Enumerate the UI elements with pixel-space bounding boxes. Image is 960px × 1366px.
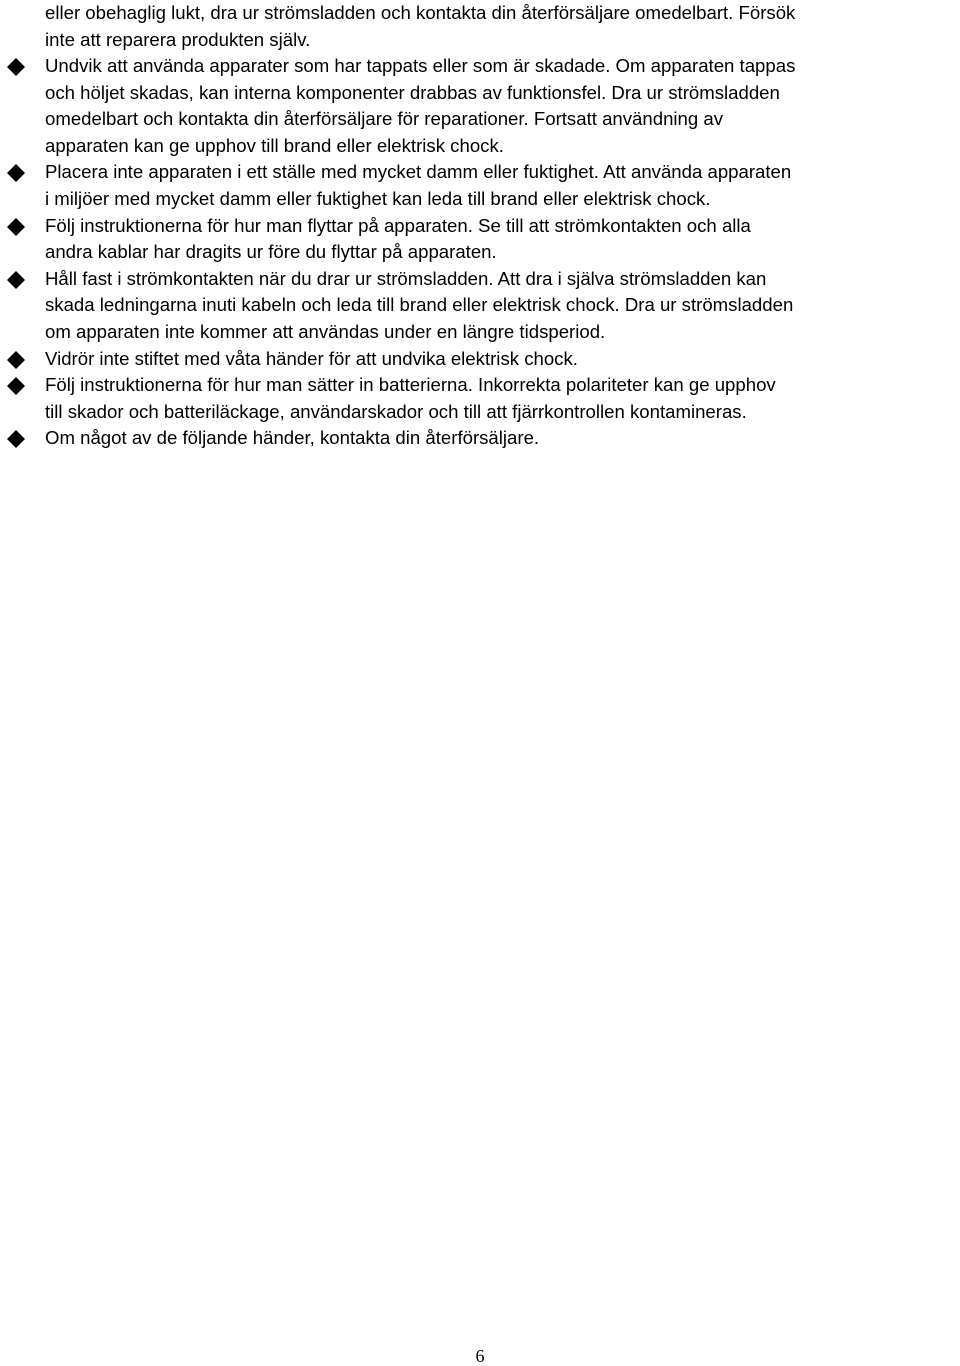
text-line: skada ledningarna inuti kabeln och leda till brand eller elektrisk chock. Dra ur strömsladden	[45, 294, 794, 316]
list-item	[0, 159, 960, 212]
text-line: Om något av de följande händer, kontakta din återförsäljare.	[45, 427, 540, 449]
text-line: till skador och batteriläckage, användarskador och till att fjärrkontrollen kontamineras.	[45, 400, 747, 422]
text-line: om apparaten inte kommer att användas under en längre tidsperiod.	[45, 320, 606, 342]
text-line: Undvik att använda apparater som har tappats eller som är skadade. Om apparaten tappas	[45, 55, 796, 76]
list-item	[0, 53, 960, 159]
diamond-bullet-icon	[6, 163, 26, 183]
diamond-bullet-icon	[6, 57, 26, 77]
page-number: 6	[475, 1346, 485, 1366]
diamond-bullet-icon	[6, 270, 26, 290]
text-line: Placera inte apparaten i ett ställe med mycket damm eller fuktighet. Att använda apparaten	[45, 161, 792, 183]
list-item	[0, 372, 960, 425]
text-line: andra kablar har dragits ur före du flyttar på apparaten.	[45, 241, 497, 263]
text-line: eller obehaglig lukt, dra ur strömsladden och kontakta din återförsäljare omedelbart. Försök	[45, 2, 796, 23]
text-line: i miljöer med mycket damm eller fuktighet kan leda till brand eller elektrisk chock.	[45, 187, 711, 209]
list-item	[0, 213, 960, 266]
diamond-bullet-icon	[6, 217, 26, 237]
list-item	[0, 346, 960, 373]
text-line: inte att reparera produkten själv.	[45, 28, 311, 50]
intro-paragraph	[45, 0, 957, 53]
text-line: Håll fast i strömkontakten när du drar ur strömsladden. Att dra i själva strömsladden kan	[45, 267, 767, 289]
list-item	[0, 266, 960, 346]
text-line: omedelbart och kontakta din återförsäljare för reparationer. Fortsatt användning av	[45, 108, 724, 130]
diamond-bullet-icon	[6, 350, 26, 370]
diamond-bullet-icon	[6, 376, 26, 396]
diamond-bullet-icon	[6, 429, 26, 449]
text-line: Vidrör inte stiftet med våta händer för att undvika elektrisk chock.	[45, 347, 578, 369]
text-line: Följ instruktionerna för hur man sätter in batterierna. Inkorrekta polariteter kan ge upphov	[45, 374, 776, 396]
text-line: Följ instruktionerna för hur man flyttar på apparaten. Se till att strömkontakten och alla	[45, 214, 751, 236]
text-line: och höljet skadas, kan interna komponenter drabbas av funktionsfel. Dra ur strömsladden	[45, 81, 780, 103]
safety-instruction-list	[0, 53, 960, 452]
list-item	[0, 425, 960, 452]
text-line: apparaten kan ge upphov till brand eller elektrisk chock.	[45, 134, 504, 156]
